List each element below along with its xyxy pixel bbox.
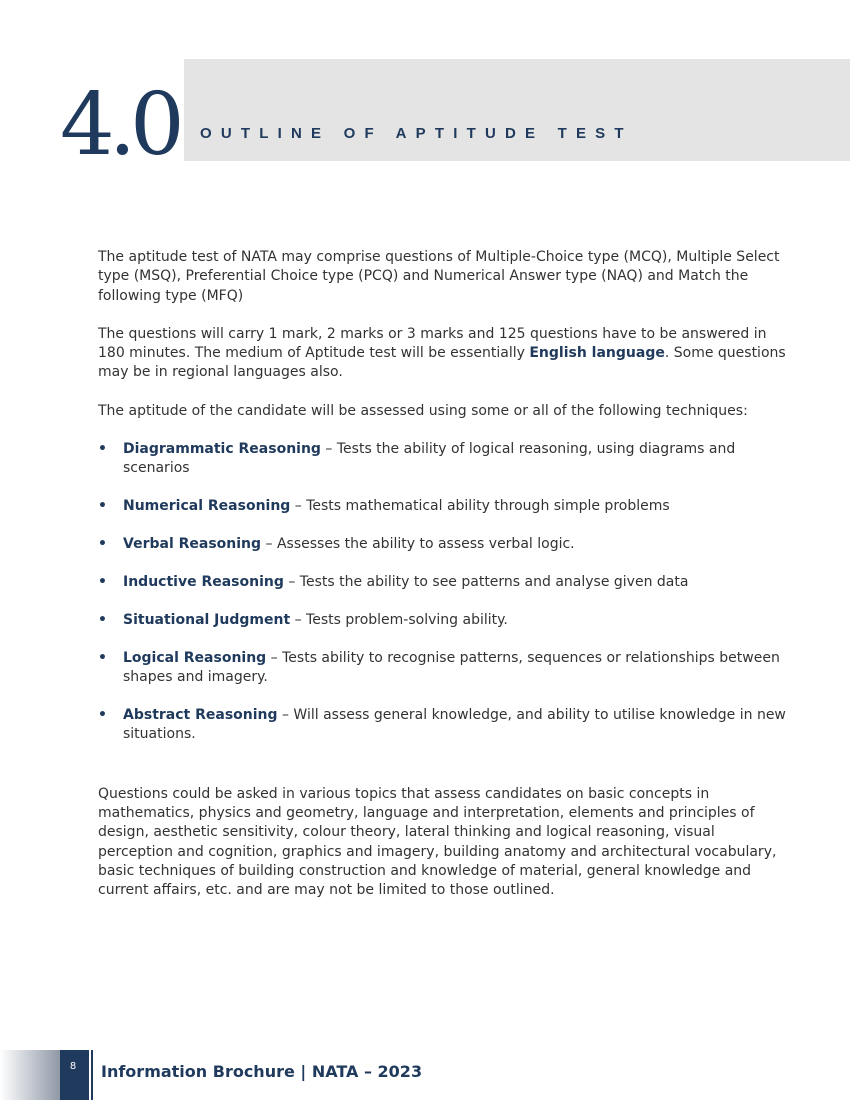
paragraph-topics: Questions could be asked in various topics that assess candidates on basic concepts in mathematics, physics and geometry, language and interpretation, elements and principles of design, aesthetic sensitivity, colour theory, lateral thinking and logical reasoning, visual perception and cognition, graphics and imagery, building anatomy and architectural vocabulary, basic techniques of building construction and knowledge of material, general knowledge and current affairs, etc. and are may not be limited to those outlined. xyxy=(98,785,777,899)
bullet-icon: • xyxy=(98,611,107,628)
emphasis-text: English language xyxy=(529,345,665,362)
bullet-icon: • xyxy=(98,536,107,553)
list-item xyxy=(98,706,792,745)
technique-name: Abstract Reasoning xyxy=(123,707,278,724)
technique-description: – Tests problem-solving ability. xyxy=(290,611,508,628)
technique-name: Verbal Reasoning xyxy=(123,536,262,553)
section-title: OUTLINE OF APTITUDE TEST xyxy=(200,125,633,142)
list-item xyxy=(98,649,792,688)
bullet-icon: • xyxy=(98,441,107,458)
paragraph-marks-medium xyxy=(98,325,792,383)
footer-page-box xyxy=(60,1050,89,1100)
list-item xyxy=(98,535,792,554)
footer-title: Information Brochure | NATA – 2023 xyxy=(101,1062,423,1081)
section-number: 4.0 xyxy=(60,75,179,175)
paragraph-text: The questions will carry 1 mark, 2 marks or 3 marks and 125 questions have to be answered in 180 minutes. The medium of Aptitude test will be essentially xyxy=(98,325,767,362)
list-item xyxy=(98,440,792,479)
footer-divider xyxy=(91,1050,93,1100)
bullet-icon: • xyxy=(98,707,107,724)
technique-description: – Will assess general knowledge, and ability to utilise knowledge in new situations. xyxy=(123,707,786,743)
technique-description: – Tests the ability to see patterns and analyse given data xyxy=(283,574,689,591)
bullet-icon: • xyxy=(98,649,107,666)
paragraph-text: . Some questions may be in regional languages also. xyxy=(98,345,786,381)
technique-name: Numerical Reasoning xyxy=(123,498,291,515)
bullet-icon: • xyxy=(98,574,107,591)
bullet-icon: • xyxy=(98,498,107,515)
page-number: 8 xyxy=(69,1061,77,1072)
technique-description: – Tests the ability of logical reasoning, using diagrams and scenarios xyxy=(123,441,736,477)
technique-description: – Tests ability to recognise patterns, sequences or relationships between shapes and imagery. xyxy=(123,649,780,686)
technique-name: Logical Reasoning xyxy=(123,649,267,666)
paragraph-techniques-intro: The aptitude of the candidate will be assessed using some or all of the following techniques: xyxy=(98,402,748,419)
technique-name: Inductive Reasoning xyxy=(123,574,284,591)
main-content xyxy=(98,248,792,919)
technique-description: – Tests mathematical ability through simple problems xyxy=(290,498,670,515)
technique-name: Diagrammatic Reasoning xyxy=(123,441,321,458)
technique-name: Situational Judgment xyxy=(123,611,291,628)
section-header-band xyxy=(184,59,850,161)
footer-gradient xyxy=(0,1050,60,1100)
techniques-list xyxy=(98,440,792,745)
list-item xyxy=(98,573,792,592)
technique-description: – Assesses the ability to assess verbal logic. xyxy=(261,536,575,553)
list-item xyxy=(98,611,792,630)
paragraph-question-types: The aptitude test of NATA may comprise questions of Multiple-Choice type (MCQ), Multiple Select type (MSQ), Preferential Choice type (PCQ) and Numerical Answer type (NAQ) and Match the following type (MFQ) xyxy=(98,249,780,304)
list-item xyxy=(98,497,792,516)
